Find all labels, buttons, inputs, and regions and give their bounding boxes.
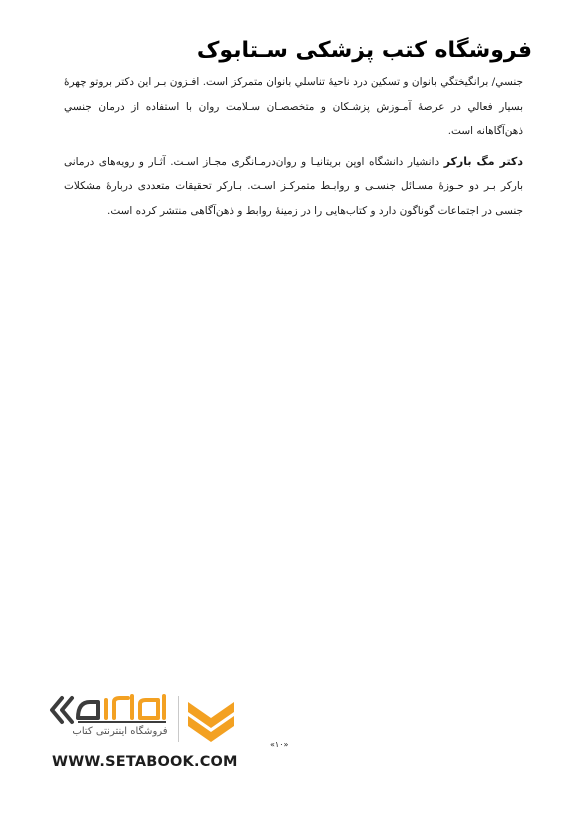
book-chevron-icon bbox=[184, 692, 238, 746]
page-title: فروشگاه کتب پزشکی سـتابوک bbox=[196, 38, 532, 63]
paragraph-2-text: دانشيار دانشگاه اوپن بريتانيـا و روان‌درمـانگری مجـاز اسـت. آثـار و رويه‌های درمانی بارکر بـر دو حـوزهٔ مسـائل جنسـی و روابـط متمرکـز اسـت. بـارکر تحقيقات متعددی دربارهٔ مشکلات جنسی در اجتماعات گوناگون دارد و کتاب‌هايی را در زمينهٔ روابط و ذهن‌آگاهی منتشر کرده است. bbox=[64, 155, 523, 217]
setabook-logo bbox=[48, 690, 248, 750]
body-text bbox=[64, 70, 523, 229]
logo-tagline: فروشگاه اینترنتی کتاب bbox=[72, 726, 168, 737]
website-url[interactable]: WWW.SETABOOK.COM bbox=[52, 754, 238, 770]
page-number: «۱۰» bbox=[270, 740, 289, 749]
paragraph-1 bbox=[64, 70, 523, 144]
paragraph-2-lead: دکتر مگ بارکر bbox=[443, 154, 523, 168]
paragraph-2 bbox=[64, 150, 523, 224]
setabook-wordmark-logo bbox=[48, 690, 176, 730]
paragraph-1-text: جنسي/ برانگيختگي بانوان و تسکين درد ناحيهٔ تناسلي بانوان متمرکز است. افـزون بـر اين دکتر بروتو چهرهٔ بسيار فعالي در عرصهٔ آمـوزش پزشـکان و متخصصـان سـلامت روان با استفاده از درمان جنسي ذهن‌آگاهانه است. bbox=[64, 76, 523, 137]
logo-divider bbox=[178, 696, 179, 742]
